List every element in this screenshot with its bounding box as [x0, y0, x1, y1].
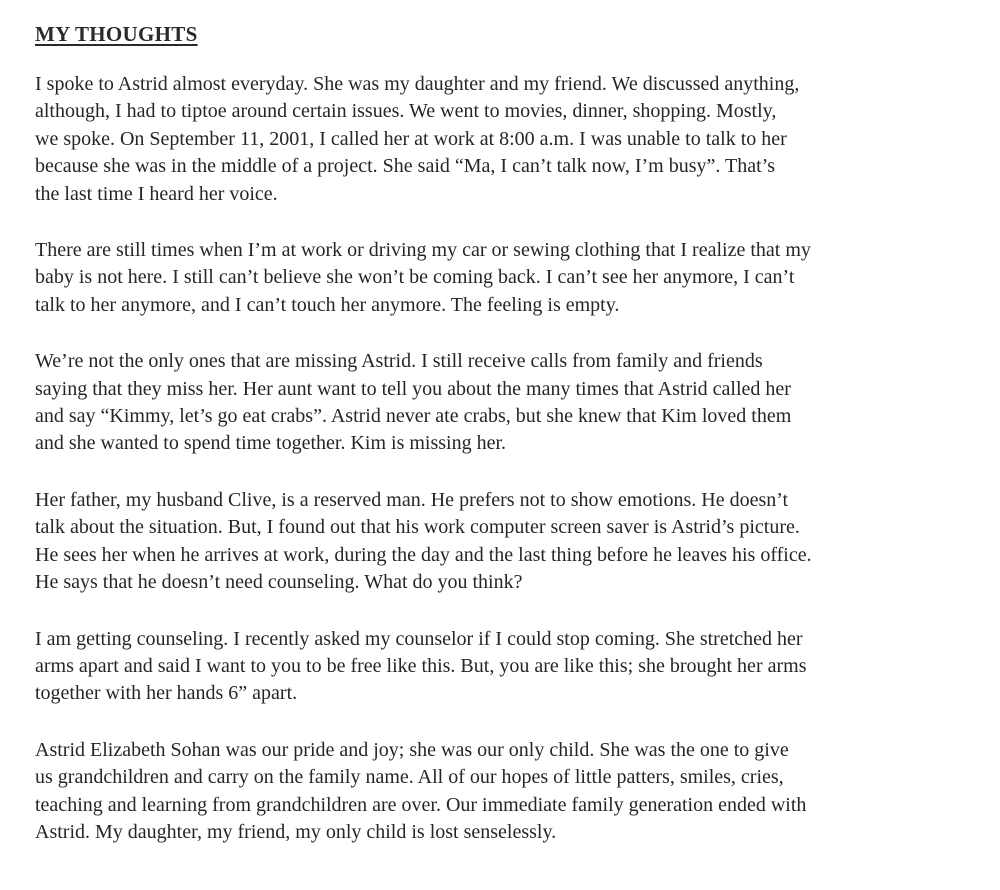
text-line: saying that they miss her. Her aunt want to tell you about the many times that Astrid called her — [35, 377, 791, 400]
text-line: together with her hands 6” apart. — [35, 682, 298, 705]
paragraph-1 — [35, 71, 970, 208]
text-line: teaching and learning from grandchildren are over. Our immediate family generation ended with — [35, 793, 807, 816]
text-line: talk about the situation. But, I found out that his work computer screen saver is Astrid’s picture. — [35, 516, 800, 539]
text-line: and say “Kimmy, let’s go eat crabs”. Astrid never ate crabs, but she knew that Kim loved them — [35, 405, 792, 428]
text-line: Her father, my husband Clive, is a reserved man. He prefers not to show emotions. He doesn’t — [35, 488, 789, 511]
text-line: although, I had to tiptoe around certain issues. We went to movies, dinner, shopping. Mostly, — [35, 100, 777, 123]
text-line: because she was in the middle of a project. She said “Ma, I can’t talk now, I’m busy”. That’s — [35, 155, 775, 178]
text-line: I spoke to Astrid almost everyday. She was my daughter and my friend. We discussed anything, — [35, 73, 800, 95]
text-line: We’re not the only ones that are missing Astrid. I still receive calls from family and friends — [35, 350, 763, 373]
paragraph-2 — [35, 237, 970, 319]
paragraph-4 — [35, 487, 970, 597]
document-page — [35, 22, 970, 875]
text-line: Astrid Elizabeth Sohan was our pride and joy; she was our only child. She was the one to give — [35, 738, 789, 761]
paragraph-6 — [35, 737, 970, 847]
text-line: baby is not here. I still can’t believe she won’t be coming back. I can’t see her anymore, I can’t — [35, 266, 795, 289]
text-line: Astrid. My daughter, my friend, my only child is lost senselessly. — [35, 820, 557, 843]
text-line: I am getting counseling. I recently asked my counselor if I could stop coming. She stretched her — [35, 627, 803, 650]
paragraph-3 — [35, 348, 970, 458]
text-line: us grandchildren and carry on the family name. All of our hopes of little patters, smiles, cries, — [35, 766, 784, 789]
text-line: talk to her anymore, and I can’t touch her anymore. The feeling is empty. — [35, 293, 620, 316]
text-line: we spoke. On September 11, 2001, I called her at work at 8:00 a.m. I was unable to talk to her — [35, 127, 787, 150]
text-line: He sees her when he arrives at work, during the day and the last thing before he leaves his office. — [35, 543, 812, 566]
text-line: the last time I heard her voice. — [35, 182, 278, 205]
text-line: arms apart and said I want to you to be free like this. But, you are like this; she brought her arms — [35, 654, 807, 677]
text-line: and she wanted to spend time together. Kim is missing her. — [35, 432, 507, 455]
text-line: There are still times when I’m at work or driving my car or sewing clothing that I realize that my — [35, 239, 811, 262]
text-line: He says that he doesn’t need counseling. What do you think? — [35, 571, 523, 594]
paragraph-5 — [35, 626, 970, 708]
document-title: MY THOUGHTS — [35, 22, 198, 46]
